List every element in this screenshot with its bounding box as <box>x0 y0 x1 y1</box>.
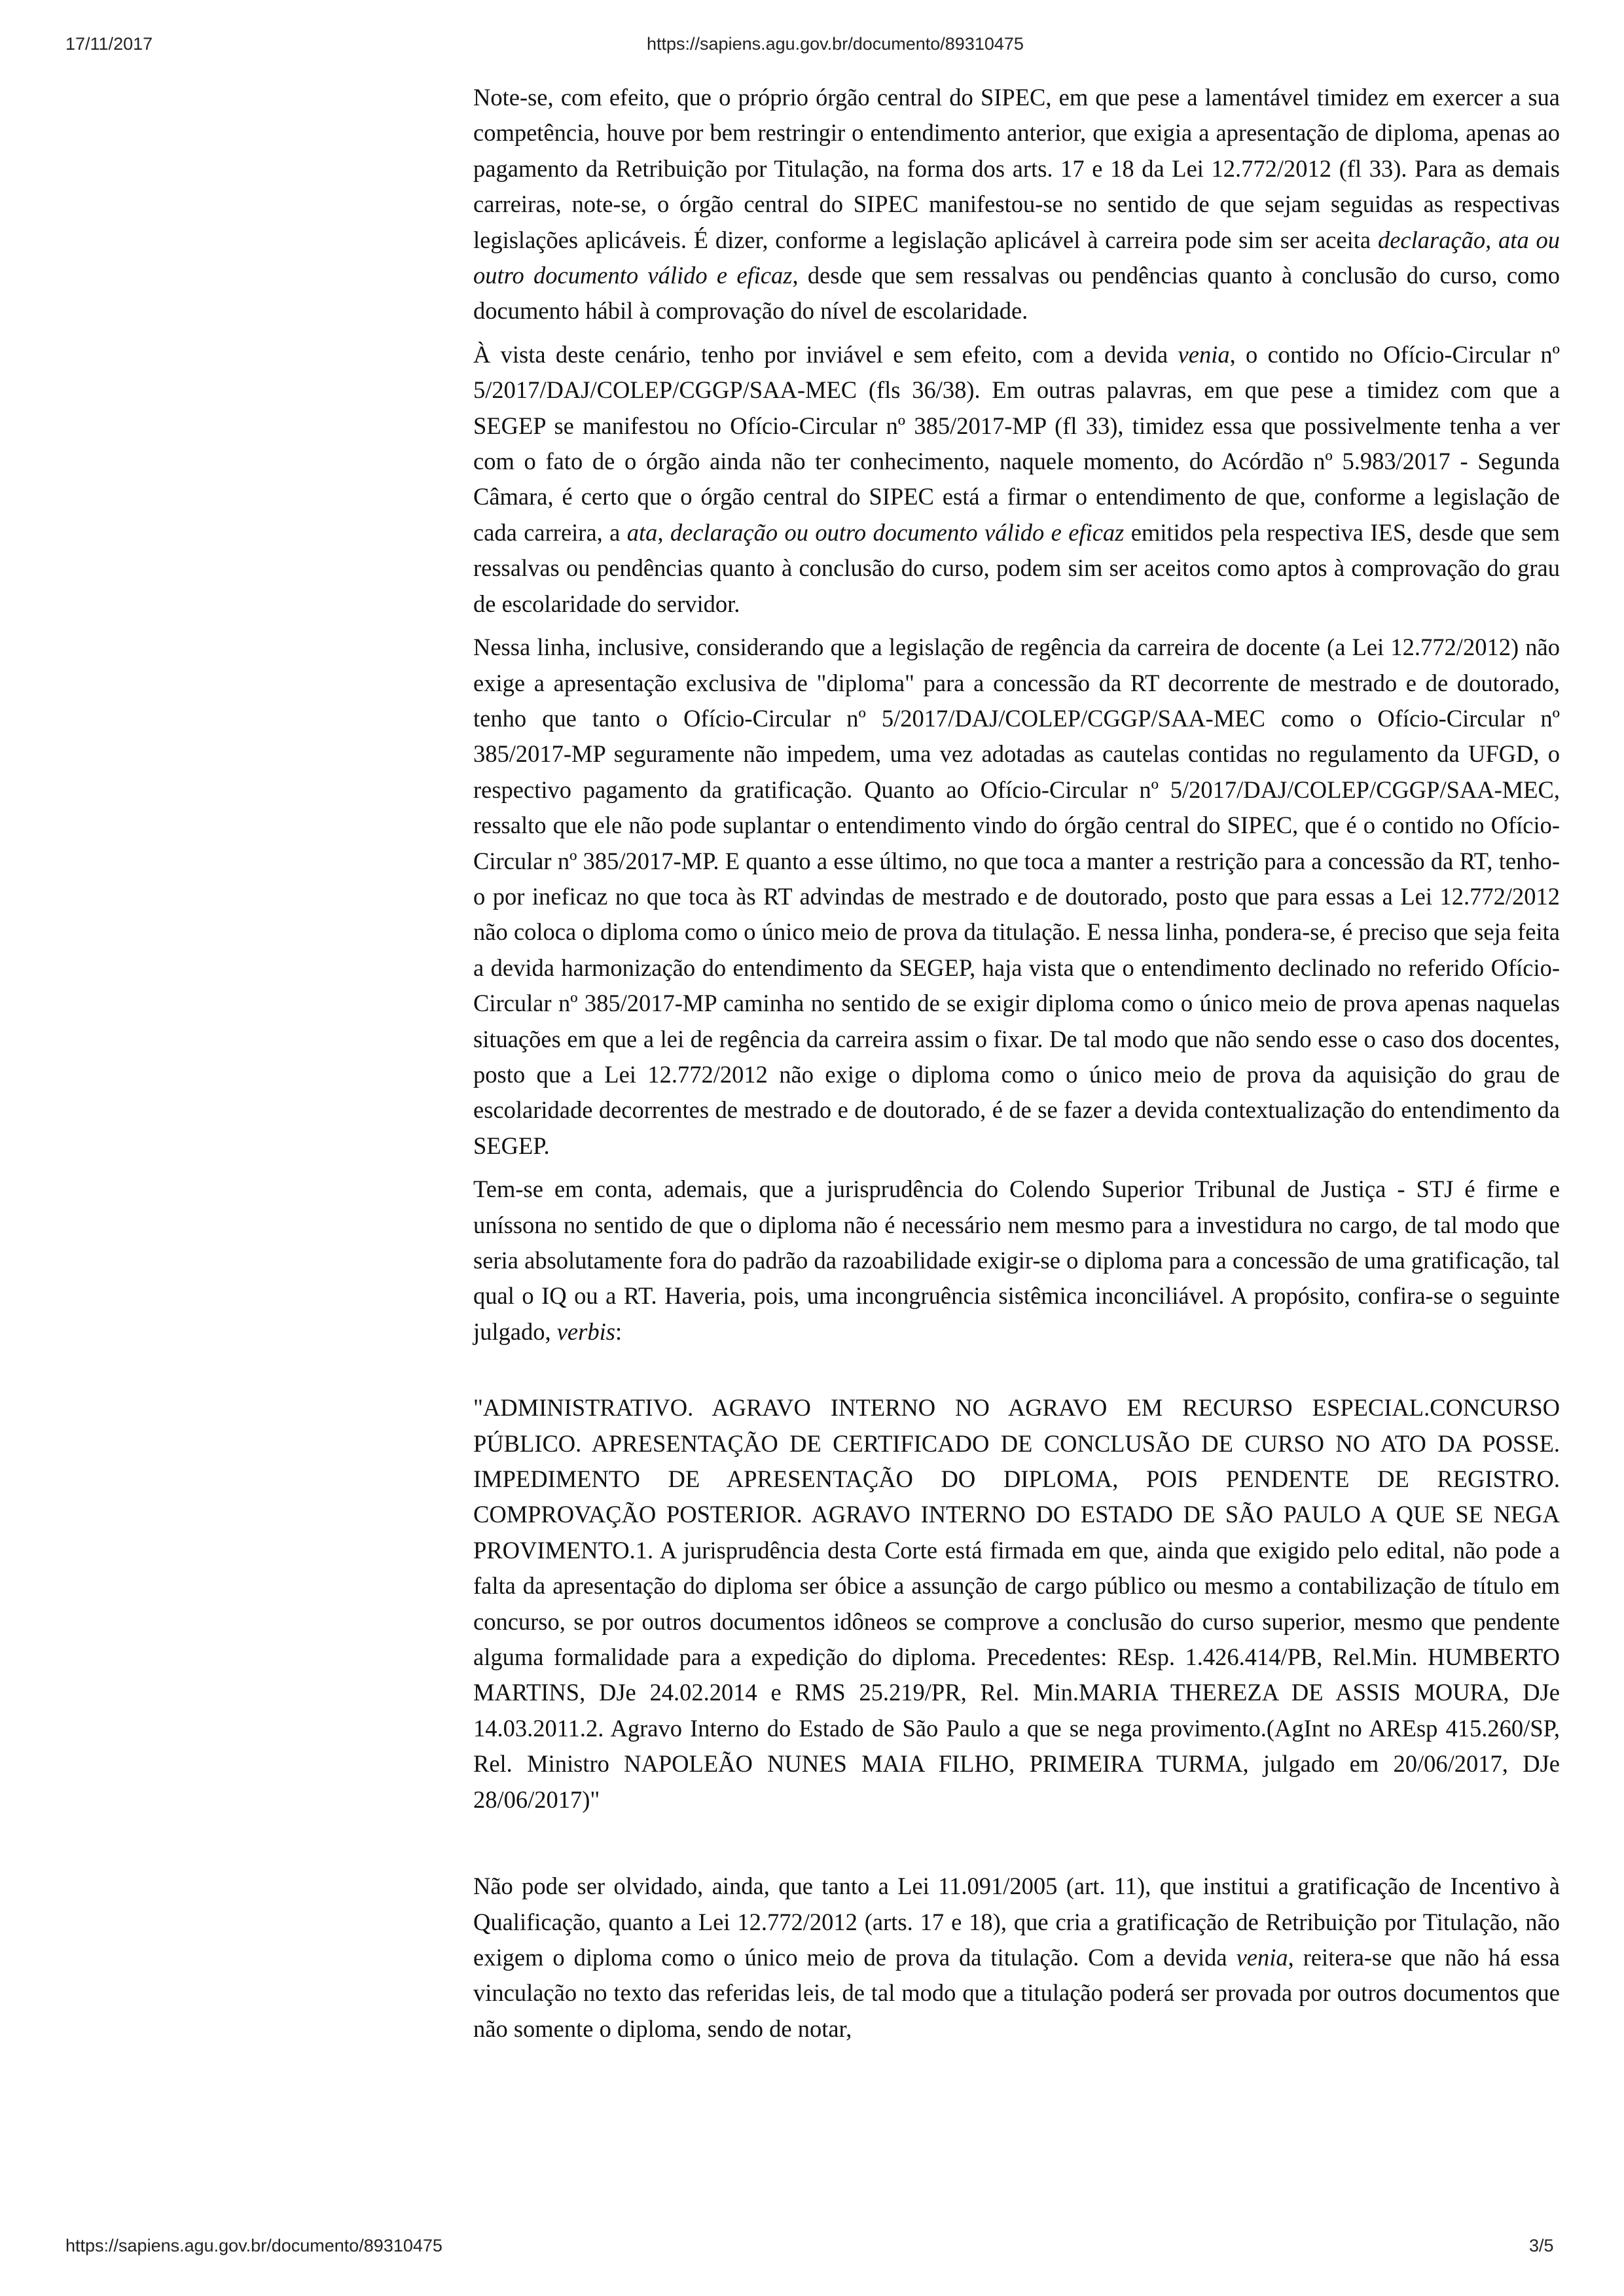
paragraph-3: Nessa linha, inclusive, considerando que a legislação de regência da carreira de docente (a Lei 12.772/2012) não exige a apresentação exclusiva de "diploma" para a concessão da RT decorrente de mestrado e de doutorado, tenho que tanto o Ofício-Circular nº 5/2017/DAJ/COLEP/CGGP/SAA-MEC como o Ofício-Circular nº 385/2017-MP seguramente não impedem, uma vez adotadas as cautelas contidas no regulamento da UFGD, o respectivo pagamento da gratificação. Quanto ao Ofício-Circular nº 5/2017/DAJ/COLEP/CGGP/SAA-MEC, ressalto que ele não pode suplantar o entendimento vindo do órgão central do SIPEC, que é o contido no Ofício-Circular nº 385/2017-MP. E quanto a esse último, no que toca a manter a restrição para a concessão da RT, tenho-o por ineficaz no que toca às RT advindas de mestrado e de doutorado, posto que para essas a Lei 12.772/2012 não coloca o diploma como o único meio de prova da titulação. E nessa linha, pondera-se, é preciso que seja feita a devida harmonização do entendimento da SEGEP, haja vista que o entendimento declinado no referido Ofício-Circular nº 385/2017-MP caminha no sentido de se exigir diploma como o único meio de prova apenas naquelas situações em que a lei de regência da carreira assim o fixar. De tal modo que não sendo esse o caso dos docentes, posto que a Lei 12.772/2012 não exige o diploma como o único meio de prova da aquisição do grau de escolaridade decorrentes de mestrado e de doutorado, é de se fazer a devida contextualização do entendimento da SEGEP. <box>473 634 1560 1159</box>
paragraph-1: Note-se, com efeito, que o próprio órgão central do SIPEC, em que pese a lamentável timidez em exercer a sua competência, houve por bem restringir o entendimento anterior, que exigia a apresentação de diploma, apenas ao pagamento da Retribuição por Titulação, na forma dos arts. 17 e 18 da Lei 12.772/2012 (fl 33). Para as demais carreiras, note-se, o órgão central do SIPEC manifestou-se no sentido de que sejam seguidas as respectivas legislações aplicáveis. É dizer, conforme a legislação aplicável à carreira pode sim ser aceita declaração, ata ou outro documento válido e eficaz, desde que sem ressalvas ou pendências quanto à conclusão do curso, como documento hábil à comprovação do nível de escolaridade. <box>473 84 1560 325</box>
paragraph-4: Tem-se em conta, ademais, que a jurisprudência do Colendo Superior Tribunal de Justiça - STJ é firme e uníssona no sentido de que o diploma não é necessário nem mesmo para a investidura no cargo, de tal modo que seria absolutamente fora do padrão da razoabilidade exigir-se o diploma para a concessão de uma gratificação, tal qual o IQ ou a RT. Haveria, pois, uma incongruência sistêmica inconciliável. A propósito, confira-se o seguinte julgado, verbis: <box>473 1175 1560 1345</box>
case-law-quote: "ADMINISTRATIVO. AGRAVO INTERNO NO AGRAVO EM RECURSO ESPECIAL.CONCURSO PÚBLICO. APRESENTAÇÃO DE CERTIFICADO DE CONCLUSÃO DE CURSO NO ATO DA POSSE. IMPEDIMENTO DE APRESENTAÇÃO DO DIPLOMA, POIS PENDENTE DE REGISTRO. COMPROVAÇÃO POSTERIOR. AGRAVO INTERNO DO ESTADO DE SÃO PAULO A QUE SE NEGA PROVIMENTO.1. A jurisprudência desta Corte está firmada em que, ainda que exigido pelo edital, não pode a falta da apresentação do diploma ser óbice a assunção de cargo público ou mesmo a contabilização de título em concurso, se por outros documentos idôneos se comprove a conclusão do curso superior, mesmo que pendente alguma formalidade para a expedição do diploma. Precedentes: REsp. 1.426.414/PB, Rel.Min. HUMBERTO MARTINS, DJe 24.02.2014 e RMS 25.219/PR, Rel. Min.MARIA THEREZA DE ASSIS MOURA, DJe 14.03.2011.2. Agravo Interno do Estado de São Paulo a que se nega provimento.(AgInt no AREsp 415.260/SP, Rel. Ministro NAPOLEÃO NUNES MAIA FILHO, PRIMEIRA TURMA, julgado em 20/06/2017, DJe 28/06/2017)" <box>473 1394 1560 1813</box>
paragraph-5: Não pode ser olvidado, ainda, que tanto a Lei 11.091/2005 (art. 11), que institui a gratificação de Incentivo à Qualificação, quanto a Lei 12.772/2012 (arts. 17 e 18), que cria a gratificação de Retribuição por Titulação, não exigem o diploma como o único meio de prova da titulação. Com a devida venia, reitera-se que não há essa vinculação no texto das referidas leis, de tal modo que a titulação poderá ser provada por outros documentos que não somente o diploma, sendo de notar, <box>473 1873 1560 2042</box>
print-date: 17/11/2017 <box>65 34 153 54</box>
page-number: 3/5 <box>1529 2236 1554 2255</box>
document-body <box>473 80 1560 2054</box>
header-url: https://sapiens.agu.gov.br/documento/89310475 <box>647 34 1024 54</box>
footer-url: https://sapiens.agu.gov.br/documento/89310475 <box>65 2236 442 2255</box>
paragraph-2: À vista deste cenário, tenho por inviável e sem efeito, com a devida venia, o contido no Ofício-Circular nº 5/2017/DAJ/COLEP/CGGP/SAA-MEC (fls 36/38). Em outras palavras, em que pese a timidez com que a SEGEP se manifestou no Ofício-Circular nº 385/2017-MP (fl 33), timidez essa que possivelmente tenha a ver com o fato de o órgão ainda não ter conhecimento, naquele momento, do Acórdão nº 5.983/2017 - Segunda Câmara, é certo que o órgão central do SIPEC está a firmar o entendimento de que, conforme a legislação de cada carreira, a ata, declaração ou outro documento válido e eficaz emitidos pela respectiva IES, desde que sem ressalvas ou pendências quanto à conclusão do curso, podem sim ser aceitos como aptos à comprovação do grau de escolaridade do servidor. <box>473 340 1560 617</box>
